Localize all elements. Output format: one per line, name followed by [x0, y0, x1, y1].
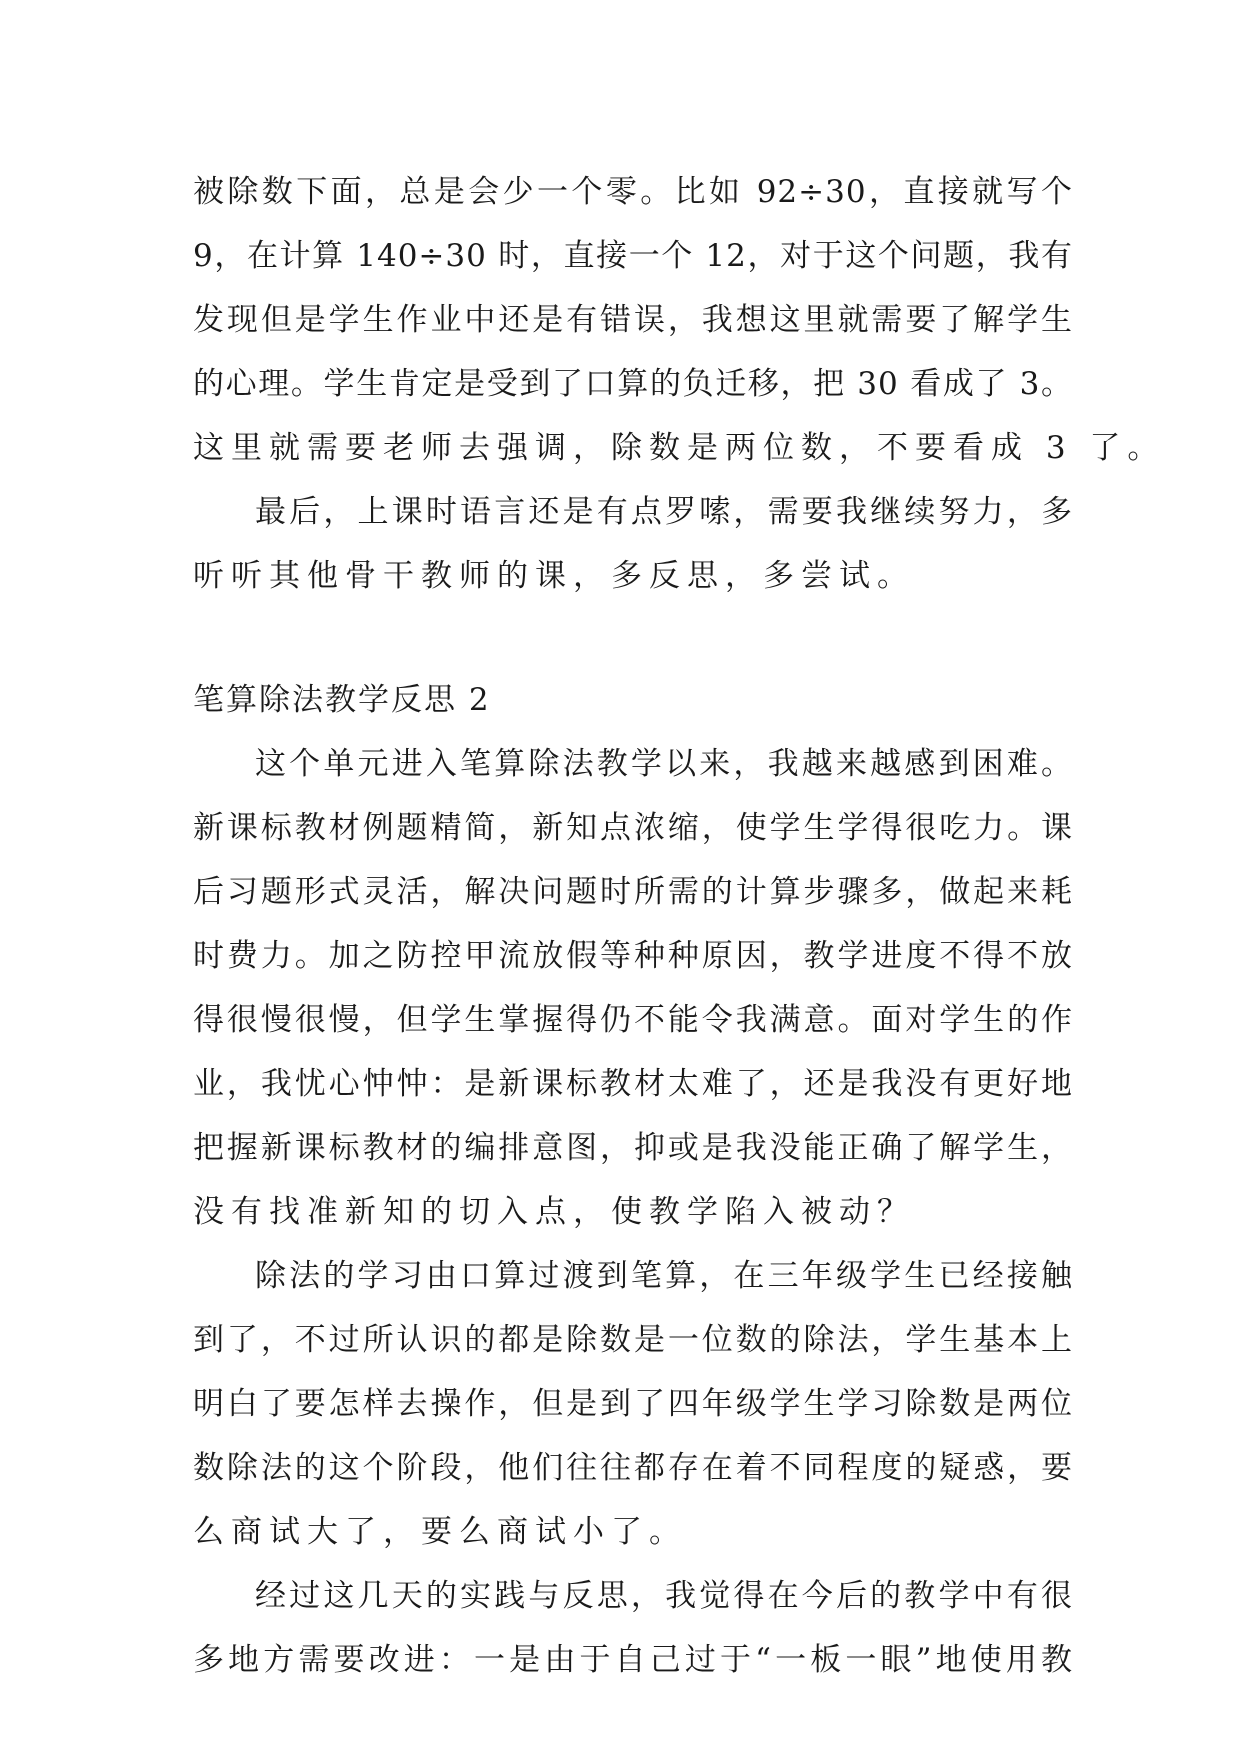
- text-line: 听听其他骨干教师的课，多反思，多尝试。: [193, 558, 915, 594]
- text-line: 除法的学习由口算过渡到笔算，在三年级学生已经接触: [255, 1258, 1073, 1294]
- text-line: 么商试大了，要么商试小了。: [193, 1514, 687, 1550]
- text-line: 明白了要怎样去操作，但是到了四年级学生学习除数是两位: [193, 1386, 1073, 1422]
- text-line: 这个单元进入笔算除法教学以来，我越来越感到困难。: [255, 746, 1073, 782]
- paragraph-continued: [193, 160, 1166, 480]
- text-line: 发现但是学生作业中还是有错误，我想这里就需要了解学生: [193, 302, 1073, 338]
- text-line: 被除数下面，总是会少一个零。比如 92÷30，直接就写个: [193, 174, 1073, 210]
- text-line: 的心理。学生肯定是受到了口算的负迁移，把 30 看成了 3。: [193, 366, 1073, 402]
- text-line: 最后，上课时语言还是有点罗嗦，需要我继续努力，多: [255, 494, 1073, 530]
- paragraph-closing: [193, 480, 1073, 608]
- section-gap: [193, 608, 1073, 668]
- text-line: 新课标教材例题精简，新知点浓缩，使学生学得很吃力。课: [193, 810, 1073, 846]
- text-line: 没有找准新知的切入点，使教学陷入被动？: [193, 1194, 915, 1230]
- text-line: 后习题形式灵活，解决问题时所需的计算步骤多，做起来耗: [193, 874, 1073, 910]
- text-line: 业，我忧心忡忡：是新课标教材太难了，还是我没有更好地: [193, 1066, 1073, 1102]
- text-line: 时费力。加之防控甲流放假等种种原因，教学进度不得不放: [193, 938, 1073, 974]
- text-line: 得很慢很慢，但学生掌握得仍不能令我满意。面对学生的作: [193, 1002, 1073, 1038]
- text-line: 把握新课标教材的编排意图，抑或是我没能正确了解学生，: [193, 1130, 1073, 1166]
- text-line: 到了，不过所认识的都是除数是一位数的除法，学生基本上: [193, 1322, 1073, 1358]
- paragraph-3: [193, 1564, 1073, 1692]
- text-line: 经过这几天的实践与反思，我觉得在今后的教学中有很: [255, 1578, 1073, 1614]
- text-line: 9，在计算 140÷30 时，直接一个 12，对于这个问题，我有: [193, 238, 1073, 274]
- paragraph-1: [193, 732, 1073, 1244]
- text-line: 多地方需要改进：一是由于自己过于“一板一眼”地使用教: [193, 1642, 1073, 1678]
- document-page: [193, 160, 1166, 1692]
- section-heading: 笔算除法教学反思 2: [193, 682, 491, 718]
- text-line: 数除法的这个阶段，他们往往都存在着不同程度的疑惑，要: [193, 1450, 1073, 1486]
- paragraph-2: [193, 1244, 1073, 1564]
- text-line: 这里就需要老师去强调，除数是两位数，不要看成 3 了。: [193, 430, 1166, 466]
